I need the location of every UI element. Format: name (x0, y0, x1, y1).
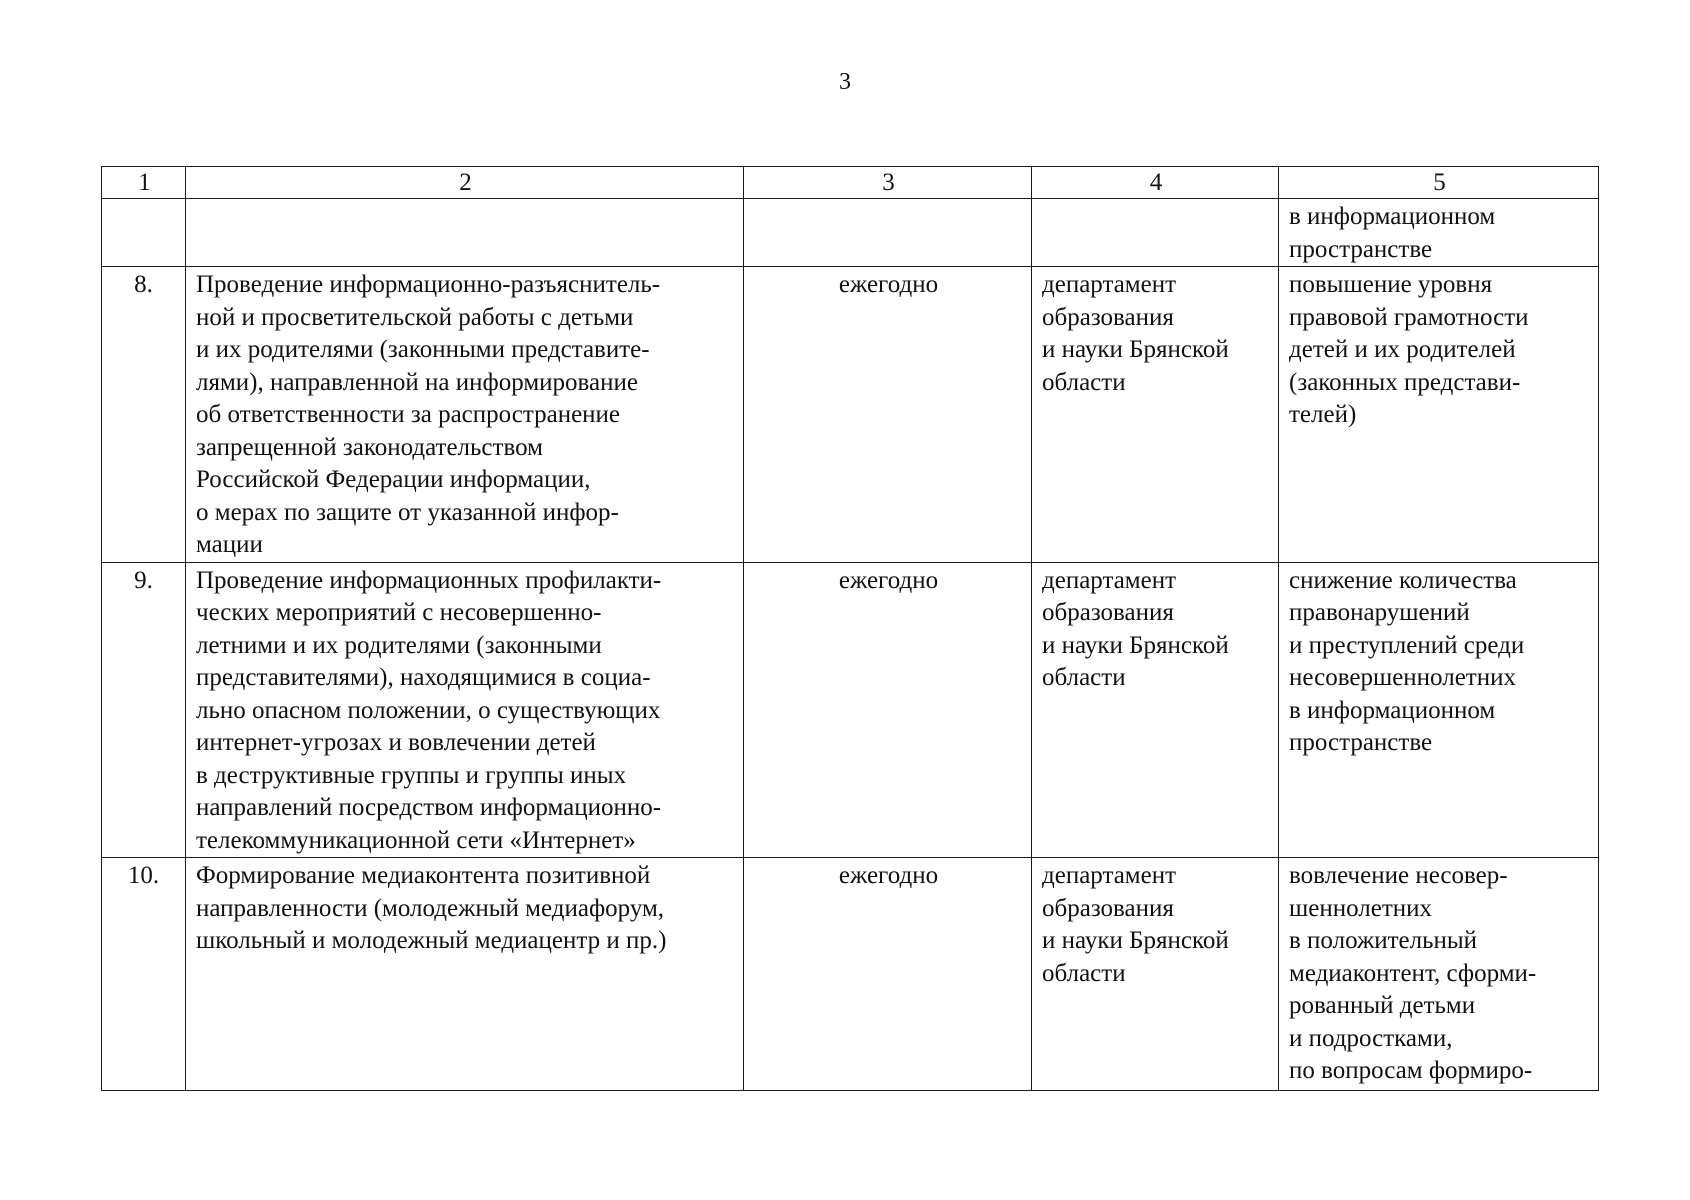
result-cell: повышение уровня правовой грамотности детей и их родителей (законных представи- телей) (1279, 267, 1599, 563)
row-number-cell (102, 199, 186, 267)
executor-cell: департамент образования и науки Брянской области (1032, 267, 1279, 563)
executor-cell: департамент образования и науки Брянской области (1032, 858, 1279, 1091)
activity-cell: Формирование медиаконтента позитивной направленности (молодежный медиафорум, школьный и молодежный медиацентр и пр.) (186, 858, 744, 1091)
column-number-1: 1 (102, 167, 186, 199)
column-number-2: 2 (186, 167, 744, 199)
activity-cell: Проведение информационных профилакти- ческих мероприятий с несовершенно- летними и их родителями (законными представителями), находящимися в социа- льно опасном положении, о существующих интернет-угрозах и вовлечении детей в деструктивные группы и группы иных направлений посредством информационно- телекоммуникационной сети «Интернет» (186, 562, 744, 858)
term-cell: ежегодно (744, 562, 1032, 858)
page-number: 3 (839, 69, 851, 95)
column-number-5: 5 (1279, 167, 1599, 199)
result-cell: вовлечение несовер- шеннолетних в положительный медиаконтент, сформи- рованный детьми и подростками, по вопросам формиро- (1279, 858, 1599, 1091)
column-number-4: 4 (1032, 167, 1279, 199)
table-row-continuation (102, 199, 1599, 267)
row-number-cell: 10. (102, 858, 186, 1091)
row-number-cell: 8. (102, 267, 186, 563)
term-cell: ежегодно (744, 858, 1032, 1091)
term-cell: ежегодно (744, 267, 1032, 563)
column-number-3: 3 (744, 167, 1032, 199)
table-row (102, 267, 1599, 563)
table-row (102, 858, 1599, 1091)
measures-table (101, 166, 1599, 1091)
result-cell: снижение количества правонарушений и преступлений среди несовершеннолетних в информационном пространстве (1279, 562, 1599, 858)
activity-cell: Проведение информационно-разъяснитель- ной и просветительской работы с детьми и их родителями (законными представите- лями), направленной на информирование об ответственности за распространение запрещенной законодательством Российской Федерации информации, о мерах по защите от указанной инфор- мации (186, 267, 744, 563)
term-cell (744, 199, 1032, 267)
table-row (102, 562, 1599, 858)
executor-cell (1032, 199, 1279, 267)
column-numbers-row (102, 167, 1599, 199)
executor-cell: департамент образования и науки Брянской области (1032, 562, 1279, 858)
row-number-cell: 9. (102, 562, 186, 858)
result-cell: в информационном пространстве (1279, 199, 1599, 267)
activity-cell (186, 199, 744, 267)
